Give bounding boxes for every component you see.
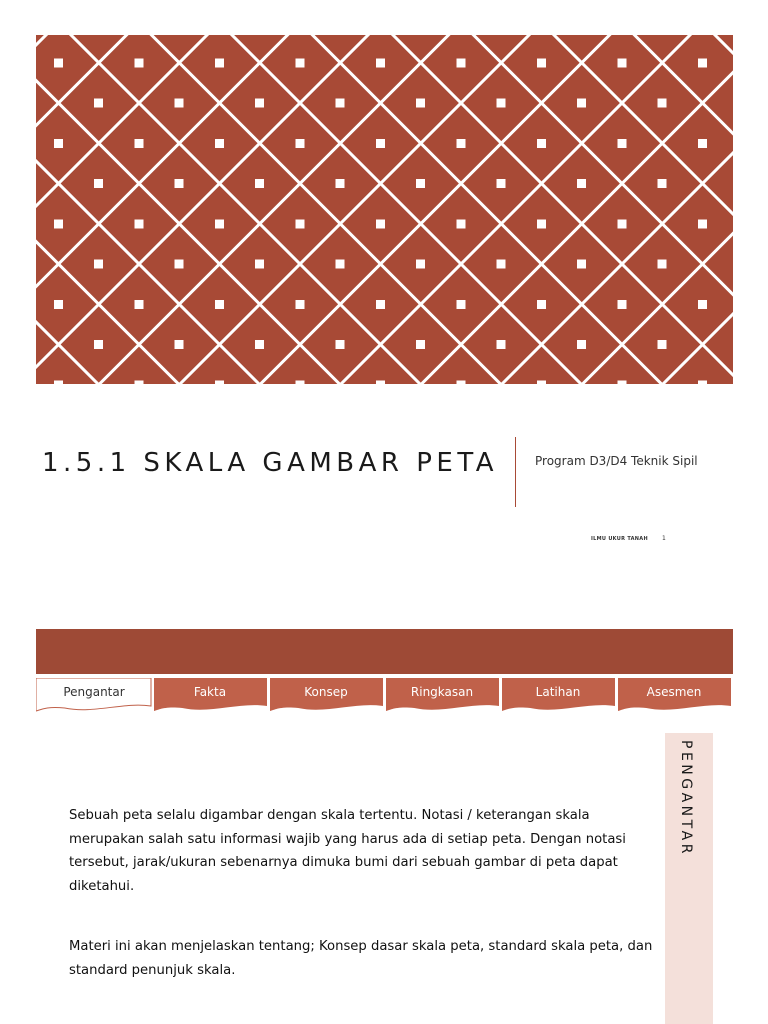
pattern-square bbox=[376, 59, 385, 68]
tab-konsep[interactable]: Konsep bbox=[304, 685, 348, 699]
pattern-square bbox=[618, 381, 627, 385]
summary-paragraph: Materi ini akan menjelaskan tentang; Konsep dasar skala peta, standard skala peta, dan standard penunjuk skala. bbox=[69, 939, 653, 978]
pattern-square bbox=[416, 340, 425, 349]
pattern-square bbox=[175, 260, 184, 269]
tab-pengantar[interactable]: Pengantar bbox=[63, 685, 125, 699]
pattern-square bbox=[296, 381, 305, 385]
pattern-square bbox=[296, 300, 305, 309]
pattern-square bbox=[376, 139, 385, 148]
tab-fakta[interactable]: Fakta bbox=[193, 685, 227, 699]
pattern-square bbox=[698, 220, 707, 229]
pattern-square bbox=[457, 220, 466, 229]
section-tabs bbox=[36, 678, 733, 714]
pattern-square bbox=[618, 139, 627, 148]
pattern-square bbox=[296, 220, 305, 229]
pattern-square bbox=[577, 340, 586, 349]
pattern-square bbox=[336, 99, 345, 108]
pattern-square bbox=[577, 99, 586, 108]
pattern-square bbox=[457, 300, 466, 309]
pattern-square bbox=[336, 340, 345, 349]
slide-subtitle: Program D3/D4 Teknik Sipil bbox=[535, 454, 698, 468]
pattern-square bbox=[537, 139, 546, 148]
pattern-square bbox=[296, 59, 305, 68]
tab-latihan[interactable]: Latihan bbox=[535, 685, 581, 699]
pattern-square bbox=[135, 59, 144, 68]
pattern-square bbox=[416, 260, 425, 269]
pattern-square bbox=[658, 99, 667, 108]
pattern-square bbox=[376, 220, 385, 229]
footer-course-label: ILMU UKUR TANAH bbox=[591, 536, 648, 542]
section-banner bbox=[36, 629, 733, 674]
pattern-square bbox=[54, 381, 63, 385]
pattern-square bbox=[497, 179, 506, 188]
pattern-square bbox=[135, 220, 144, 229]
pattern-square bbox=[135, 139, 144, 148]
pattern-square bbox=[215, 139, 224, 148]
pattern-square bbox=[698, 300, 707, 309]
pattern-square bbox=[175, 179, 184, 188]
pattern-square bbox=[618, 220, 627, 229]
pattern-square bbox=[376, 381, 385, 385]
pattern-square bbox=[457, 381, 466, 385]
pattern-square bbox=[577, 260, 586, 269]
pattern-square bbox=[255, 340, 264, 349]
pattern-square bbox=[296, 139, 305, 148]
pattern-square bbox=[577, 179, 586, 188]
pattern-square bbox=[497, 260, 506, 269]
pattern-square bbox=[54, 139, 63, 148]
pattern-square bbox=[94, 260, 103, 269]
pattern-background bbox=[36, 35, 733, 384]
pattern-square bbox=[537, 220, 546, 229]
pattern-square bbox=[135, 381, 144, 385]
pattern-square bbox=[54, 220, 63, 229]
pattern-square bbox=[135, 300, 144, 309]
pattern-square bbox=[537, 59, 546, 68]
pattern-square bbox=[336, 179, 345, 188]
pattern-square bbox=[457, 59, 466, 68]
pattern-square bbox=[94, 99, 103, 108]
pattern-square bbox=[618, 300, 627, 309]
pattern-square bbox=[497, 99, 506, 108]
pattern-square bbox=[537, 381, 546, 385]
pattern-square bbox=[457, 139, 466, 148]
tab-ringkasan[interactable]: Ringkasan bbox=[410, 685, 474, 699]
title-divider bbox=[515, 437, 516, 507]
decorative-diamond-pattern bbox=[36, 35, 733, 384]
pattern-square bbox=[54, 300, 63, 309]
pattern-square bbox=[94, 179, 103, 188]
pattern-square bbox=[497, 340, 506, 349]
pattern-square bbox=[175, 99, 184, 108]
pattern-square bbox=[336, 260, 345, 269]
pattern-square bbox=[215, 300, 224, 309]
pattern-square bbox=[94, 340, 103, 349]
pattern-square bbox=[416, 179, 425, 188]
pattern-square bbox=[698, 139, 707, 148]
sidebar-section-label: PENGANTAR bbox=[678, 740, 694, 857]
pattern-square bbox=[54, 59, 63, 68]
pattern-square bbox=[255, 260, 264, 269]
pattern-square bbox=[255, 179, 264, 188]
pattern-square bbox=[658, 179, 667, 188]
pattern-square bbox=[215, 381, 224, 385]
pattern-square bbox=[698, 59, 707, 68]
intro-paragraph: Sebuah peta selalu digambar dengan skala tertentu. Notasi / keterangan skala merupakan salah satu informasi wajib yang harus ada di setiap peta. Dengan notasi tersebut, jarak/ukuran sebenarnya dimuka bumi dari sebuah gambar di peta dapat diketahui. bbox=[69, 808, 626, 894]
pattern-square bbox=[215, 220, 224, 229]
pattern-square bbox=[658, 260, 667, 269]
pattern-square bbox=[376, 300, 385, 309]
pattern-square bbox=[255, 99, 264, 108]
pattern-square bbox=[618, 59, 627, 68]
tab-asesmen[interactable]: Asesmen bbox=[646, 685, 702, 699]
pattern-square bbox=[658, 340, 667, 349]
pattern-square bbox=[175, 340, 184, 349]
page-number: 1 bbox=[662, 535, 666, 542]
pattern-square bbox=[215, 59, 224, 68]
slide-title: 1.5.1 SKALA GAMBAR PETA bbox=[41, 448, 498, 478]
pattern-square bbox=[416, 99, 425, 108]
pattern-square bbox=[698, 381, 707, 385]
pattern-square bbox=[537, 300, 546, 309]
